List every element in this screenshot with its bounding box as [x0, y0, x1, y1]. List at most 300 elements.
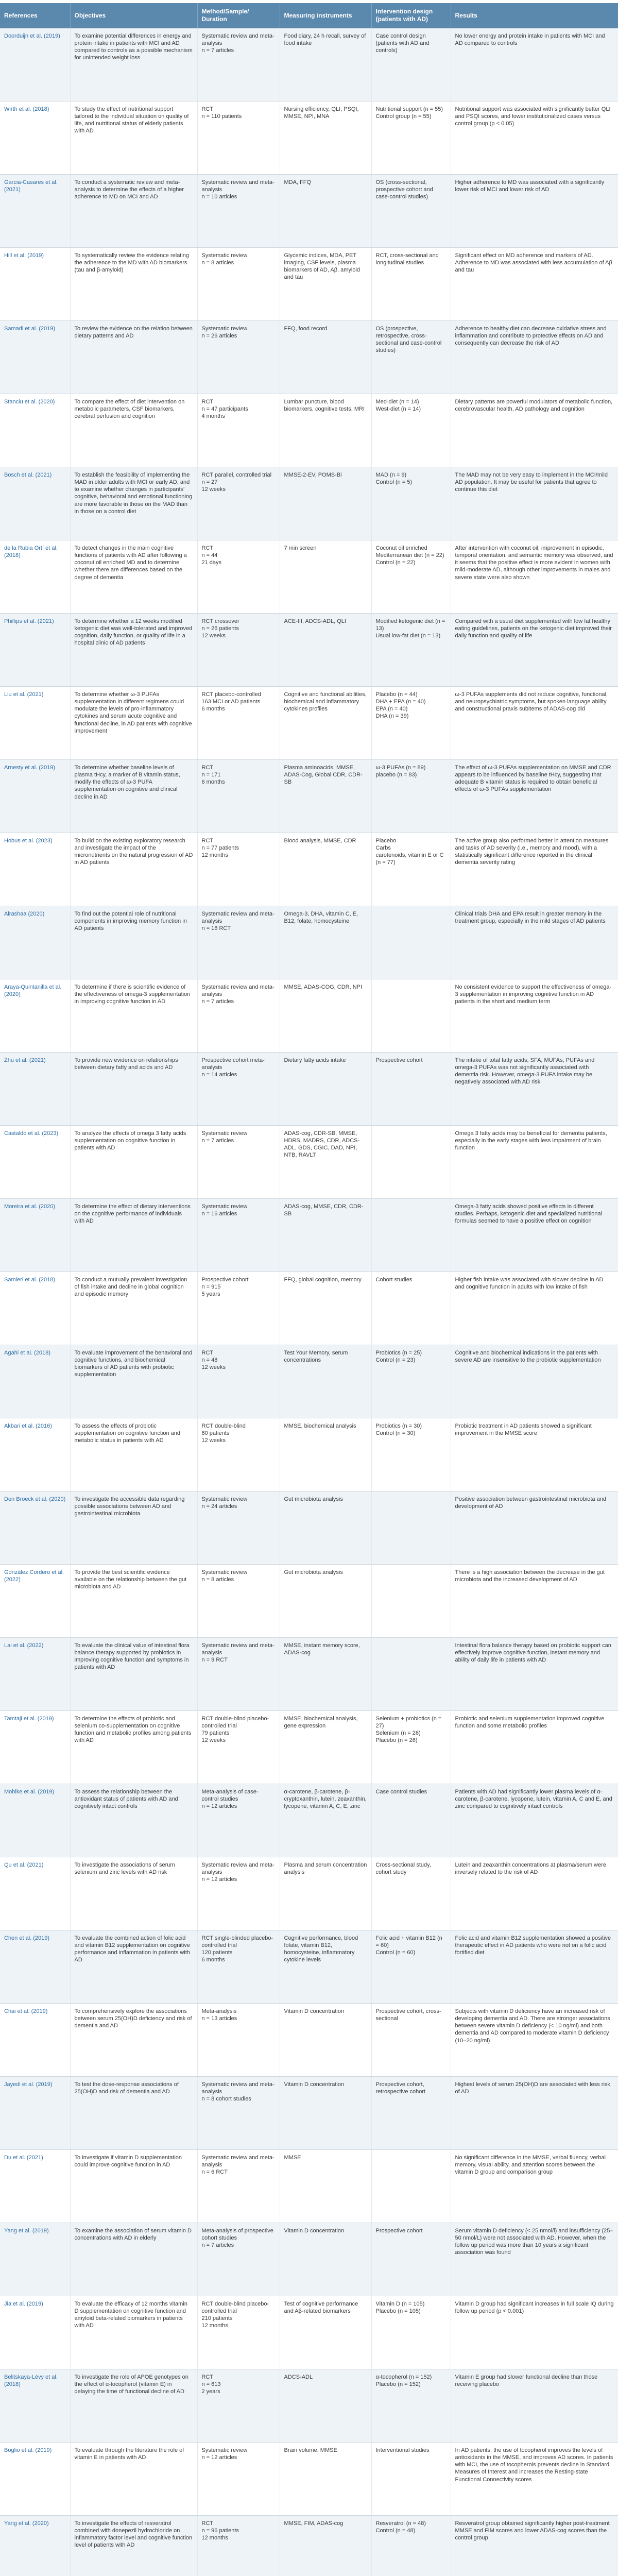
cell-line: Modified ketogenic diet (n = 13): [375, 618, 445, 632]
cell-line: n = 77 patients: [201, 845, 239, 852]
cell-line: 6 months: [201, 779, 225, 786]
cell-line: RCT: [201, 399, 214, 405]
cell-line: To evaluate the combined action of folic acid and vitamin B12 supplementation on cognitive performance and inflammation in patients with AD: [74, 1935, 190, 1963]
reference-link[interactable]: Den Broeck et al. (2020): [4, 1496, 66, 1503]
reference-cell: [0, 2516, 70, 2576]
reference-link[interactable]: Wirth et al. (2018): [4, 106, 49, 113]
instruments-cell: [280, 1418, 371, 1492]
cell-line: Vitamin D group had significant increases in full scale IQ during follow up period (p < 0.001): [455, 2301, 614, 2315]
table-row: [0, 101, 618, 175]
reference-link[interactable]: Agahi et al. (2018): [4, 1350, 50, 1357]
cell-line: Prospective cohort: [375, 1057, 423, 1064]
design-cell: [371, 1199, 451, 1272]
cell-line: n = 8 articles: [201, 1577, 234, 1583]
reference-link[interactable]: Stanciu et al. (2020): [4, 399, 55, 405]
cell-line: To comprehensively explore the associations between serum 25(OH)D deficiency and risk of dementia and AD: [74, 2008, 192, 2029]
cell-line: To determine whether ω-3 PUFAs supplementation in different regimens could modulate the levels of pro-inflammatory cytokines and serum acute cognitive and functional decline, in AD patients with cognitive improvement: [74, 691, 192, 734]
reference-link[interactable]: Samieri et al. (2018): [4, 1277, 56, 1283]
cell-line: Omega 3 fatty acids may be beneficial for dementia patients, especially in the early stages with less impairment of brain function: [455, 1130, 607, 1151]
cell-line: Brain volume, MMSE: [284, 2447, 337, 2454]
reference-link[interactable]: Garcia-Casares et al. (2021): [4, 179, 58, 193]
cell-line: Cognitive and biochemical indications in the patients with severe AD are insensitive to the probiotic supplementation: [455, 1350, 601, 1364]
design-cell: [371, 2077, 451, 2150]
reference-cell: [0, 467, 70, 540]
instruments-cell: [280, 1272, 371, 1345]
reference-link[interactable]: Moreira et al. (2020): [4, 1204, 56, 1210]
table-row: [0, 1272, 618, 1345]
cell-line: Systematic review and meta-analysis: [201, 32, 274, 46]
table-row: [0, 2150, 618, 2223]
table-row: [0, 833, 618, 906]
cell-line: Positive association between gastrointestinal microbiota and development of AD: [455, 1496, 606, 1510]
cell-line: To determine the effects of probiotic and selenium co-supplementation on cognitive function and metabolic profiles among patients with AD: [74, 1716, 192, 1744]
method-cell: [197, 1638, 280, 1711]
table-row: [0, 1345, 618, 1418]
reference-link[interactable]: Boglio et al. (2019): [4, 2447, 52, 2454]
cell-line: RCT: [201, 545, 214, 552]
method-cell: [197, 1126, 280, 1199]
cell-line: Selenium (n = 26): [375, 1730, 421, 1737]
cell-line: To determine the effect of dietary interventions on the cognitive performance of individuals with AD: [74, 1204, 191, 1225]
reference-link[interactable]: González Cordero et al. (2022): [4, 1569, 64, 1583]
table-row: [0, 1638, 618, 1711]
table-row: [0, 1418, 618, 1492]
method-cell: [197, 1272, 280, 1345]
result-cell: [451, 2296, 618, 2369]
result-cell: [451, 1784, 618, 1857]
instruments-cell: [280, 2369, 371, 2443]
design-cell: [371, 2443, 451, 2516]
result-cell: [451, 394, 618, 467]
cell-line: 12 weeks: [201, 486, 226, 493]
cell-line: Systematic review and meta-analysis: [201, 984, 274, 998]
cell-line: Gut microbiota analysis: [284, 1496, 343, 1503]
result-cell: [451, 1345, 618, 1418]
cell-line: The active group also performed better in attention measures and tasks of AD severity (i.e., memory and mood), with a statistically significant difference reported in the clinical dementia severity rating: [455, 838, 609, 866]
cell-line: Compared with a usual diet supplemented with low fat healthy eating guidelines, patients on the ketogenic diet improved their daily function and quality of life: [455, 618, 612, 639]
cell-line: n = 14 articles: [201, 1072, 237, 1078]
cell-line: To determine whether baseline levels of plasma tHcy, a marker of B vitamin status, modify the effects of ω-3 PUFA supplementation on cognitive and clinical decline in AD: [74, 765, 180, 800]
cell-line: Systematic review: [201, 1496, 248, 1503]
instruments-cell: [280, 101, 371, 175]
reference-link[interactable]: Alrashaa (2020): [4, 911, 45, 918]
method-cell: [197, 2004, 280, 2077]
objective-cell: [70, 101, 197, 175]
table-header-row: [0, 3, 618, 28]
cell-line: Interventional studies: [375, 2447, 430, 2454]
table-row: [0, 2223, 618, 2296]
instruments-cell: [280, 2443, 371, 2516]
reference-cell: [0, 101, 70, 175]
cell-line: The MAD may not be very easy to implement in the MCI/mild AD population. It may be useful for patients that agree to continue this diet: [455, 472, 608, 493]
reference-link[interactable]: Jayedi et al. (2019): [4, 2081, 53, 2088]
cell-line: Lutein and zeaxanthin concentrations at plasma/serum were inversely related to the risk of AD: [455, 1862, 607, 1876]
instruments-cell: [280, 2004, 371, 2077]
cell-line: Cohort studies: [375, 1277, 413, 1283]
result-cell: [451, 1418, 618, 1492]
objective-cell: [70, 1345, 197, 1418]
objective-cell: [70, 833, 197, 906]
cell-line: Dietary patterns are powerful modulators of metabolic function, cerebrovascular health, AD pathology and cognition: [455, 399, 613, 413]
cell-line: 120 patients: [201, 1950, 233, 1956]
table-row: [0, 2443, 618, 2516]
header-instruments: Measuring instruments: [280, 3, 371, 28]
cell-line: To investigate the accessible data regarding possible associations between AD and gastrointestinal microbiota: [74, 1496, 185, 1517]
cell-line: The intake of total fatty acids, SFA, MUFAs, PUFAs and omega-3 PUFAs was not significantly associated with dementia risk. However, omega-3 PUFA intake may be negatively associated with AD risk: [455, 1057, 595, 1086]
cell-line: Prospective cohort, retrospective cohort: [375, 2081, 426, 2095]
cell-line: n = 16 articles: [201, 1211, 237, 1217]
instruments-cell: [280, 833, 371, 906]
cell-line: Clinical trials DHA and EPA result in greater memory in the treatment group, especially in the mild stages of AD patients: [455, 911, 606, 925]
table-row: [0, 1053, 618, 1126]
cell-line: Systematic review: [201, 2447, 248, 2454]
objective-cell: [70, 1492, 197, 1565]
table-row: [0, 540, 618, 614]
cell-line: Higher fish intake was associated with slower decline in AD and cognitive function in adults with low intake of fish: [455, 1277, 604, 1291]
cell-line: n = 171: [201, 772, 221, 778]
cell-line: Omega-3, DHA, vitamin C, E, B12, folate, homocysteine: [284, 911, 358, 925]
table-row: [0, 394, 618, 467]
cell-line: To test the dose-response associations of 25(OH)D and risk of dementia and AD: [74, 2081, 179, 2095]
reference-link[interactable]: Castaldo et al. (2023): [4, 1130, 59, 1137]
cell-line: n = 7 articles: [201, 998, 234, 1005]
reference-link[interactable]: Doorduijn et al. (2019): [4, 32, 60, 39]
method-cell: [197, 906, 280, 979]
instruments-cell: [280, 248, 371, 321]
cell-line: 12 weeks: [201, 633, 226, 639]
cell-line: ω-3 PUFAs supplements did not reduce cognitive, functional, and neuropsychiatric symptoms, but spoken language ability and constructional praxis subitems of ADAS-cog did: [455, 691, 608, 713]
cell-line: n = 7 articles: [201, 1138, 234, 1144]
objective-cell: [70, 1053, 197, 1126]
table-row: [0, 1126, 618, 1199]
cell-line: DHA + EPA (n = 40): [375, 699, 426, 705]
result-cell: [451, 906, 618, 979]
reference-link[interactable]: Hill et al. (2019): [4, 252, 44, 259]
result-cell: [451, 540, 618, 614]
objective-cell: [70, 1126, 197, 1199]
cell-line: To evaluate the clinical value of intestinal flora balance therapy supported by probiotics in improving cognitive function and symptoms in patients with AD: [74, 1642, 190, 1671]
cell-line: Cross-sectional study, cohort study: [375, 1862, 431, 1876]
instruments-cell: [280, 760, 371, 833]
cell-line: To evaluate through the literature the role of vitamin E in patients with AD: [74, 2447, 184, 2461]
result-cell: [451, 1930, 618, 2004]
reference-cell: [0, 1857, 70, 1930]
objective-cell: [70, 1199, 197, 1272]
cell-line: n = 27: [201, 479, 218, 486]
reference-cell: [0, 1930, 70, 2004]
reference-link[interactable]: Yang et al. (2020): [4, 2520, 49, 2527]
cell-line: Systematic review: [201, 1204, 248, 1210]
reference-cell: [0, 321, 70, 394]
cell-line: To determine whether a 12 weeks modified ketogenic diet was well-tolerated and improved cognition, daily function, or quality of life in a hospital clinic of AD patients: [74, 618, 193, 647]
cell-line: The effect of ω-3 PUFAs supplementation on MMSE and CDR appears to be influenced by baseline tHcy, suggesting that adequate B vitamin status is required to obtain beneficial effects of ω-3 PUFAs supplementation: [455, 765, 611, 793]
reference-link[interactable]: Du et al. (2021): [4, 2155, 43, 2161]
reference-link[interactable]: Belitskaya-Lévy et al. (2018): [4, 2374, 58, 2388]
cell-line: n = 10 articles: [201, 194, 237, 200]
cell-line: Case control studies: [375, 1789, 427, 1795]
cell-line: carotenoids, vitamin E or C (n = 77): [375, 852, 444, 866]
reference-cell: [0, 1272, 70, 1345]
header-method: Method/Sample/ Duration: [197, 3, 280, 28]
reference-cell: [0, 687, 70, 760]
instruments-cell: [280, 1930, 371, 2004]
cell-line: 12 months: [201, 2323, 228, 2329]
cell-line: 2 years: [201, 2388, 220, 2395]
cell-line: To assess the effects of probiotic supplementation on cognitive function and metabolic status in patients with AD: [74, 1423, 180, 1444]
design-cell: [371, 1492, 451, 1565]
cell-line: Meta-analysis of prospective cohort studies: [201, 2228, 273, 2242]
cell-line: n = 613: [201, 2381, 221, 2388]
reference-cell: [0, 1199, 70, 1272]
header-results: Results: [451, 3, 618, 28]
objective-cell: [70, 1711, 197, 1784]
table-row: [0, 2296, 618, 2369]
reference-link[interactable]: Phillips et al. (2021): [4, 618, 54, 625]
cell-line: n = 16 RCT: [201, 925, 231, 932]
cell-line: n = 24 articles: [201, 1503, 237, 1510]
reference-link[interactable]: de la Rubia Ortí et al. (2018): [4, 545, 58, 559]
cell-line: To analyze the effects of omega 3 fatty acids supplementation on cognitive function in patients with AD: [74, 1130, 186, 1151]
cell-line: MMSE, biochemical analysis: [284, 1423, 356, 1430]
cell-line: n = 8 articles: [201, 260, 234, 266]
cell-line: MAD (n = 9): [375, 472, 407, 479]
cell-line: Subjects with vitamin D deficiency have an increased risk of developing dementia and AD. There are stronger associations between severe vitamin D deficiency (< 10 ng/ml) and both dementia and AD compared to moderate vitamin D deficiency (10–20 ng/ml): [455, 2008, 610, 2044]
table-row: [0, 614, 618, 687]
cell-line: To review the evidence on the relation between dietary patterns and AD: [74, 326, 193, 340]
method-cell: [197, 1784, 280, 1857]
method-cell: [197, 394, 280, 467]
cell-line: Med-diet (n = 14): [375, 399, 419, 405]
cell-line: Cognitive and functional abilities, biochemical and inflammatory cytokines profiles: [284, 691, 367, 713]
reference-link[interactable]: Akbari et al. (2016): [4, 1423, 52, 1430]
design-cell: [371, 1711, 451, 1784]
cell-line: Glycemic indices, MDA, PET imaging, CSF levels, plasma biomarkers of AD, Aβ, amyloid and tau: [284, 252, 360, 281]
cell-line: To build on the existing exploratory research and investigate the impact of the micronutrients on the natural progression of AD in AD patients: [74, 838, 193, 866]
result-cell: [451, 1857, 618, 1930]
design-cell: [371, 687, 451, 760]
result-cell: [451, 1565, 618, 1638]
instruments-cell: [280, 321, 371, 394]
reference-cell: [0, 28, 70, 101]
objective-cell: [70, 979, 197, 1053]
table-body: [0, 28, 618, 2576]
cell-line: n = 48: [201, 1357, 218, 1364]
cell-line: Lumbar puncture, blood biomarkers, cognitive tests, MRI: [284, 399, 365, 413]
reference-link[interactable]: Chai et al. (2019): [4, 2008, 48, 2015]
instruments-cell: [280, 1345, 371, 1418]
cell-line: 12 weeks: [201, 1364, 226, 1371]
reference-link[interactable]: Qu et al. (2021): [4, 1862, 44, 1869]
cell-line: n = 12 articles: [201, 1876, 237, 1883]
reference-cell: [0, 1345, 70, 1418]
cell-line: Case control design (patients with AD and controls): [375, 32, 430, 54]
cell-line: Gut microbiota analysis: [284, 1569, 343, 1576]
cell-line: RCT: [201, 2374, 214, 2381]
cell-line: ADAS-cog, MMSE, CDR, CDR-SB: [284, 1204, 364, 1217]
header-objectives: Objectives: [70, 3, 197, 28]
reference-link[interactable]: Jia et al. (2019): [4, 2301, 43, 2308]
cell-line: Control (n = 60): [375, 1950, 416, 1956]
cell-line: 12 months: [201, 852, 228, 859]
cell-line: Systematic review and meta-analysis: [201, 2155, 274, 2168]
method-cell: [197, 833, 280, 906]
cell-line: n = 44: [201, 552, 218, 559]
cell-line: To determine if there is scientific evidence of the effectiveness of omega-3 supplementation in improving cognitive function in AD: [74, 984, 191, 1005]
cell-line: OS (cross-sectional, prospective cohort and case-control studies): [375, 179, 433, 200]
design-cell: [371, 248, 451, 321]
objective-cell: [70, 1638, 197, 1711]
design-cell: [371, 540, 451, 614]
cell-line: Probiotic and selenium supplementation improved cognitive function and some metabolic profiles: [455, 1716, 605, 1730]
cell-line: Systematic review: [201, 1569, 248, 1576]
instruments-cell: [280, 394, 371, 467]
instruments-cell: [280, 2223, 371, 2296]
instruments-cell: [280, 28, 371, 101]
cell-line: Intestinal flora balance therapy based on probiotic support can effectively improve cognitive function, instant memory and ability of daily life in patients with AD: [455, 1642, 611, 1664]
objective-cell: [70, 394, 197, 467]
cell-line: RCT: [201, 838, 214, 844]
reference-cell: [0, 1126, 70, 1199]
reference-cell: [0, 2077, 70, 2150]
table-row: [0, 2369, 618, 2443]
cell-line: Systematic review and meta-analysis: [201, 179, 274, 193]
instruments-cell: [280, 467, 371, 540]
cell-line: To evaluate improvement of the behavioral and cognitive functions, and biochemical biomarkers of AD patients with probiotic supplementation: [74, 1350, 193, 1378]
reference-cell: [0, 394, 70, 467]
design-cell: [371, 1638, 451, 1711]
objective-cell: [70, 2150, 197, 2223]
cell-line: Prospective cohort: [375, 2228, 423, 2234]
design-cell: [371, 1784, 451, 1857]
method-cell: [197, 321, 280, 394]
cell-line: 21 days: [201, 560, 222, 566]
method-cell: [197, 540, 280, 614]
cell-line: n = 13 articles: [201, 2015, 237, 2022]
cell-line: Resveratrol (n = 48): [375, 2520, 426, 2527]
table-row: [0, 979, 618, 1053]
method-cell: [197, 1565, 280, 1638]
result-cell: [451, 101, 618, 175]
objective-cell: [70, 1272, 197, 1345]
cell-line: Adherence to healthy diet can decrease oxidative stress and inflammation and contribute to protective effects on AD and consequently can decrease the risk of AD: [455, 326, 607, 347]
reference-link[interactable]: Zhu et al. (2021): [4, 1057, 46, 1064]
objective-cell: [70, 2369, 197, 2443]
objective-cell: [70, 467, 197, 540]
cell-line: To investigate the associations of serum selenium and zinc levels with AD risk: [74, 1862, 175, 1876]
objective-cell: [70, 687, 197, 760]
cell-line: To find out the potential role of nutritional components in improving memory function in AD patients: [74, 911, 187, 932]
instruments-cell: [280, 2077, 371, 2150]
cell-line: n = 96 patients: [201, 2528, 239, 2534]
result-cell: [451, 1199, 618, 1272]
cell-line: Probiotics (n = 30): [375, 1423, 422, 1430]
reference-link[interactable]: Liu et al. (2021): [4, 691, 44, 698]
instruments-cell: [280, 1053, 371, 1126]
cell-line: 6 months: [201, 706, 225, 713]
reference-link[interactable]: Yang et al. (2019): [4, 2228, 49, 2234]
reference-cell: [0, 540, 70, 614]
reference-cell: [0, 1418, 70, 1492]
reference-link[interactable]: Mohlke et al. (2019): [4, 1789, 55, 1795]
cell-line: Control (n = 48): [375, 2528, 416, 2534]
instruments-cell: [280, 175, 371, 248]
table-row: [0, 1492, 618, 1565]
instruments-cell: [280, 1492, 371, 1565]
cell-line: There is a high association between the decrease in the gut microbiota and the increased development of AD: [455, 1569, 605, 1583]
reference-link[interactable]: Arnesty et al. (2019): [4, 765, 56, 771]
cell-line: 12 weeks: [201, 1737, 226, 1744]
cell-line: Resveratrol group obtained significantly higher post-treatment MMSE and FIM scores and lower ADAS-cog scores than the control group: [455, 2520, 610, 2541]
table-row: [0, 467, 618, 540]
result-cell: [451, 979, 618, 1053]
cell-line: Placebo (n = 152): [375, 2381, 421, 2388]
cell-line: MMSE-2-EV, POMS-Bi: [284, 472, 342, 479]
cell-line: Control (n = 23): [375, 1357, 416, 1364]
cell-line: To investigate if vitamin D supplementation could improve cognitive function in AD: [74, 2155, 182, 2168]
reference-cell: [0, 906, 70, 979]
reference-cell: [0, 760, 70, 833]
instruments-cell: [280, 1784, 371, 1857]
cell-line: Nutritional support (n = 55): [375, 106, 443, 113]
cell-line: ADAS-cog, CDR-SB, MMSE, HDRS, MADRS, CDR, ADCS-ADL, GDS, CGIC, DAD, NPI, NTB, RAVLT: [284, 1130, 360, 1159]
reference-link[interactable]: Chen et al. (2019): [4, 1935, 50, 1942]
design-cell: [371, 175, 451, 248]
result-cell: [451, 1126, 618, 1199]
design-cell: [371, 979, 451, 1053]
cell-line: Usual low-fat diet (n = 13): [375, 633, 441, 639]
cell-line: Significant effect on MD adherence and markers of AD. Adherence to MD was associated with less accumulation of Aβ and tau: [455, 252, 612, 274]
objective-cell: [70, 540, 197, 614]
reference-cell: [0, 833, 70, 906]
objective-cell: [70, 2296, 197, 2369]
cell-line: 5 years: [201, 1291, 220, 1298]
design-cell: [371, 833, 451, 906]
cell-line: Selenium + probiotics (n = 27): [375, 1716, 442, 1730]
cell-line: RCT: [201, 106, 214, 113]
reference-cell: [0, 2004, 70, 2077]
cell-line: To examine potential differences in energy and protein intake in patients with MCI and AD compared to controls as a possible mechanism for unintended weight loss: [74, 32, 193, 61]
cell-line: Meta-analysis: [201, 2008, 237, 2015]
design-cell: [371, 467, 451, 540]
method-cell: [197, 2369, 280, 2443]
reference-link[interactable]: Bosch et al. (2021): [4, 472, 52, 479]
reference-link[interactable]: Lai et al. (2022): [4, 1642, 44, 1649]
result-cell: [451, 2004, 618, 2077]
result-cell: [451, 833, 618, 906]
objective-cell: [70, 2516, 197, 2576]
design-cell: [371, 394, 451, 467]
cell-line: RCT: [201, 765, 214, 771]
reference-cell: [0, 1053, 70, 1126]
design-cell: [371, 1857, 451, 1930]
method-cell: [197, 248, 280, 321]
cell-line: Plasma aminoacids, MMSE, ADAS-Cog, Global CDR, CDR-SB: [284, 765, 363, 786]
cell-line: placebo (n = 83): [375, 772, 417, 778]
cell-line: RCT: [201, 2520, 214, 2527]
cell-line: Folic acid and vitamin B12 supplementation showed a positive therapeutic effect in AD patients who were not on a folic acid fortified diet: [455, 1935, 611, 1956]
objective-cell: [70, 906, 197, 979]
method-cell: [197, 1418, 280, 1492]
cell-line: To conduct a systematic review and meta-analysis to determine the effects of a higher adherence to MD on MCI and AD: [74, 179, 184, 200]
reference-link[interactable]: Araya-Quintanilla et al. (2020): [4, 984, 62, 998]
reference-link[interactable]: Hobus et al. (2023): [4, 838, 53, 844]
reference-cell: [0, 248, 70, 321]
reference-link[interactable]: Samadi et al. (2019): [4, 326, 56, 332]
result-cell: [451, 614, 618, 687]
reference-link[interactable]: Tamtaji et al. (2019): [4, 1716, 54, 1722]
cell-line: RCT: [201, 1350, 214, 1357]
method-cell: [197, 1711, 280, 1784]
